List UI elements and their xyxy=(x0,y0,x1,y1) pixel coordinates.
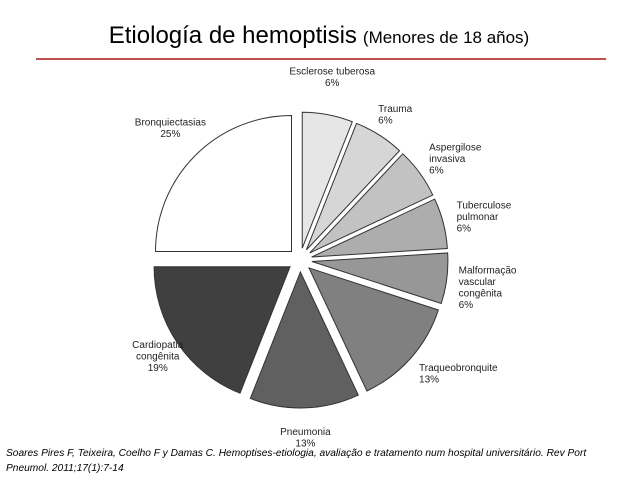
slice-label-5: Traqueobronquite 13% xyxy=(419,362,498,386)
slice-label-6: Pneumonia 13% xyxy=(280,427,331,450)
slice-label-7: Cardiopatia congênita 19% xyxy=(132,340,184,375)
slice-label-1: Trauma 6% xyxy=(378,104,413,127)
slice-label-3: Tuberculose pulmonar 6% xyxy=(456,200,512,235)
slice-label-8: Bronquiectasias 25% xyxy=(134,117,206,141)
title-subtitle: (Menores de 18 años) xyxy=(362,28,530,47)
slice-label-4: Malformação vascular congênita 6% xyxy=(458,265,517,311)
slice-label-2: Aspergilose invasiva 6% xyxy=(429,142,482,177)
slice-label-0: Esclerose tuberosa 6% xyxy=(289,66,376,89)
source-citation: Soares Pires F, Teixeira, Coelho F y Damas C. Hemoptises-etiologia, avaliação e tratamento num hospital universitário. Rev Port Pneumol. 2011;17(1):7-14 xyxy=(6,448,587,474)
title-main: Etiología de hemoptisis xyxy=(108,22,357,49)
